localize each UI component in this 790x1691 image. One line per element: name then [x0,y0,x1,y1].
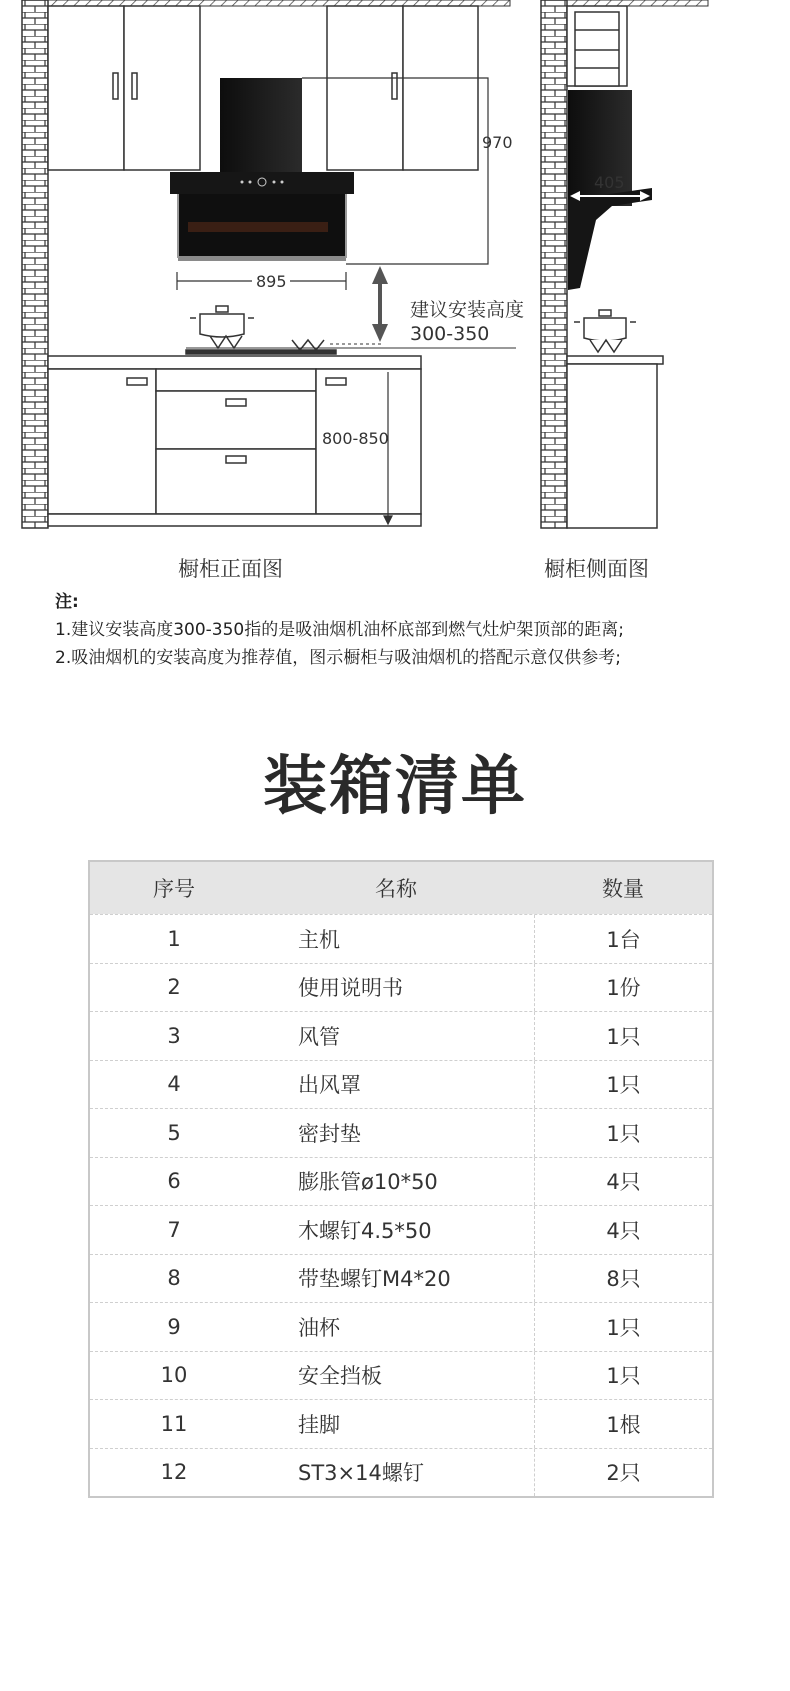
upper-cabinet-right [327,6,478,170]
install-height-label: 建议安装高度 [410,299,525,321]
table-row [90,1302,712,1351]
base-cabinet-side [567,356,663,528]
dim-895-label: 895 [256,272,287,291]
dim-970-label: 970 [482,133,513,152]
install-height-range: 300-350 [410,323,490,345]
cell-name: 木螺钉4.5*50 [298,1218,432,1243]
cell-quantity: 1根 [534,1400,712,1448]
dim-405-label: 405 [594,173,625,192]
notes-heading: 注: [55,592,79,612]
cell-index: 1 [167,926,181,951]
cell-index: 5 [167,1120,181,1145]
cell-name: 挂脚 [298,1412,340,1437]
table-row [90,1011,712,1060]
table-row [90,1205,712,1254]
cell-name: 风管 [298,1024,340,1049]
notes [55,588,775,672]
cell-index: 10 [160,1363,188,1388]
front-view [22,0,524,528]
header-index: 序号 [153,877,195,901]
table-row [90,1254,712,1303]
table-row [90,1157,712,1206]
dim-800-850-label: 800-850 [322,429,389,448]
cell-name: 带垫螺钉M4*20 [298,1267,451,1292]
cell-name: 密封垫 [298,1121,361,1146]
pot-side [574,310,636,352]
cell-quantity: 1只 [534,1061,712,1109]
cell-index: 8 [167,1266,181,1291]
caption-side-view: 橱柜侧面图 [544,557,649,581]
stove-burner-front [186,336,336,354]
packing-list-table [88,860,714,1498]
cell-quantity: 1只 [534,1109,712,1157]
cell-name: 膨胀管ø10*50 [298,1170,438,1195]
upper-cabinet-side [567,6,627,86]
table-row [90,1448,712,1497]
cell-quantity: 4只 [534,1158,712,1206]
cell-quantity: 1只 [534,1352,712,1400]
table-row [90,1108,712,1157]
cell-name: 使用说明书 [298,976,403,1001]
cell-name: 主机 [298,927,340,952]
cell-index: 7 [167,1217,181,1242]
cell-quantity: 1只 [534,1012,712,1060]
table-body [90,914,712,1496]
table-row [90,963,712,1012]
note-line-1: 1.建议安装高度300-350指的是吸油烟机油杯底部到燃气灶炉架顶部的距离; [55,620,624,640]
cell-name: 出风罩 [298,1073,361,1098]
cell-quantity: 1份 [534,964,712,1012]
cell-index: 2 [167,975,181,1000]
caption-front-view: 橱柜正面图 [178,557,283,581]
packing-list-title: 装箱清单 [263,750,527,824]
cell-index: 4 [167,1072,181,1097]
cell-name: ST3×14螺钉 [298,1461,424,1486]
header-name: 名称 [375,877,417,901]
cell-quantity: 2只 [534,1449,712,1497]
cell-quantity: 4只 [534,1206,712,1254]
cell-index: 9 [167,1314,181,1339]
upper-cabinet-left [48,6,200,170]
side-view [541,0,708,528]
cell-quantity: 1台 [534,915,712,963]
table-row [90,1399,712,1448]
table-header [90,862,712,914]
cell-index: 12 [160,1460,188,1485]
cell-index: 3 [167,1023,181,1048]
install-height-arrow [330,264,388,344]
cell-quantity: 8只 [534,1255,712,1303]
cell-index: 6 [167,1169,181,1194]
table-row [90,914,712,963]
table-row [90,1351,712,1400]
cell-index: 11 [160,1411,188,1436]
header-quantity: 数量 [602,877,644,901]
note-line-2: 2.吸油烟机的安装高度为推荐值，图示橱柜与吸油烟机的搭配示意仅供参考; [55,648,621,668]
cell-name: 油杯 [298,1315,340,1340]
cell-name: 安全挡板 [298,1364,382,1389]
kitchen-installation-diagram [0,0,790,560]
cell-quantity: 1只 [534,1303,712,1351]
table-row [90,1060,712,1109]
